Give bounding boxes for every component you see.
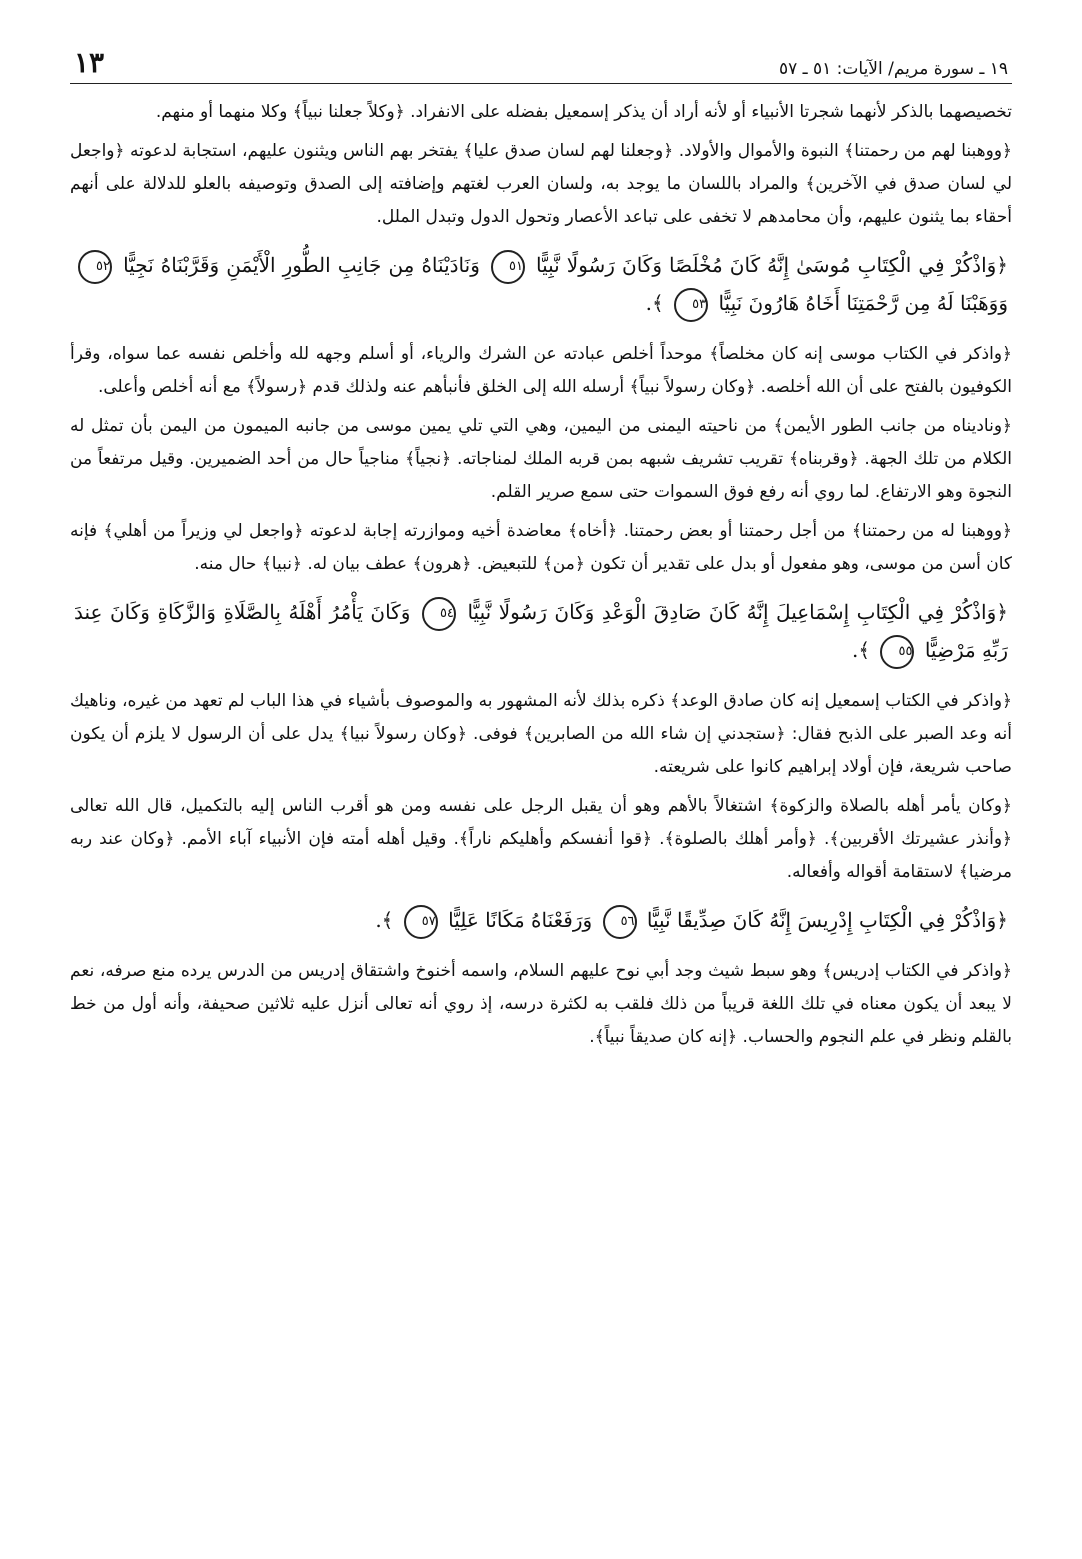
verse-text: ﴿وَاذْكُرْ فِي الْكِتَابِ إِسْمَاعِيلَ إِنَّهُ كَانَ صَادِقَ الْوَعْدِ وَكَانَ رَسُولًا نَّبِيًّا — [467, 600, 1008, 624]
quran-verse-block — [70, 593, 1012, 669]
commentary-paragraph: ﴿واذكر في الكتاب إدريس﴾ وهو سبط شيث وجد أبي نوح عليهم السلام، واسمه أخنوخ واشتقاق إدريس من الدرس يرده منع صرفه، نعم لا يبعد أن يكون معناه في تلك اللغة قريباً من ذلك فلقب به لكثرة درسه، إذ روي أنه تعالى أنزل عليه ثلاثين صحيفة، وأنه أول من خط بالقلم ونظر في علم النجوم والحساب. ﴿إنه كان صديقاً نبياً﴾. — [70, 961, 1012, 1047]
commentary-paragraph: تخصيصهما بالذكر لأنهما شجرتا الأنبياء أو لأنه أراد أن يذكر إسمعيل بفضله على الانفراد. ﴿وكلاً جعلنا نبياً﴾ وكلا منهما أو منهم. — [155, 102, 1012, 122]
verse-text: ﴿وَاذْكُرْ فِي الْكِتَابِ مُوسَىٰ إِنَّهُ كَانَ مُخْلَصًا وَكَانَ رَسُولًا نَّبِيًّا — [536, 253, 1009, 277]
page-number: ١٣ — [74, 46, 105, 79]
page — [70, 40, 1012, 1060]
ayah-number-marker: ٥٤ — [422, 597, 456, 631]
ayah-number-marker: ٥٧ — [404, 905, 438, 939]
commentary-paragraph: ﴿ووهبنا لهم من رحمتنا﴾ النبوة والأموال والأولاد. ﴿وجعلنا لهم لسان صدق عليا﴾ يفتخر بهم الناس ويثنون عليهم، استجابة لدعوته ﴿واجعل لي لسان صدق في الآخرين﴾ والمراد باللسان ما يوجد به، ولسان العرب لغتهم وإضافته إلى الصدق وتوصيفه بالعلو للدلالة على أنهم أحقاء بما يثنون عليهم، وأن محامدهم لا تخفى على تباعد الأعصار وتحول الدول وتبدل الملل. — [70, 141, 1012, 227]
ayah-number-marker: ٥١ — [491, 250, 525, 284]
ayah-number-marker: ٥٢ — [78, 250, 112, 284]
page-content — [70, 96, 1012, 1054]
commentary-paragraph: ﴿واذكر في الكتاب موسى إنه كان مخلصاً﴾ موحداً أخلص عبادته عن الشرك والرياء، أو أسلم وجهه لله وأخلص نفسه عما سواه، وقرأ الكوفيون بالفتح على أن الله أخلصه. ﴿وكان رسولاً نبياً﴾ أرسله الله إلى الخلق فأنبأهم عنه ولذلك قدم ﴿رسولاً﴾ مع أنه أخلص وأعلى. — [70, 344, 1012, 397]
verse-text: وَرَفَعْنَاهُ مَكَانًا عَلِيًّا — [448, 908, 593, 932]
verse-text: ﴿وَاذْكُرْ فِي الْكِتَابِ إِدْرِيسَ إِنَّهُ كَانَ صِدِّيقًا نَّبِيًّا — [646, 908, 1008, 932]
commentary-paragraph: ﴿واذكر في الكتاب إسمعيل إنه كان صادق الوعد﴾ ذكره بذلك لأنه المشهور به والموصوف بأشياء في هذا الباب لم تعهد من غيره، وناهيك أنه وعد الصبر على الذبح فقال: ﴿ستجدني إن شاء الله من الصابرين﴾ فوفى. ﴿وكان رسولاً نبيا﴾ يدل على أن الرسول لا يلزم أن يكون صاحب شريعة، فإن أولاد إبراهيم كانوا على شريعته. — [70, 691, 1012, 777]
ayah-number-marker: ٥٦ — [603, 905, 637, 939]
quran-verse-block — [70, 901, 1012, 939]
running-head: ١٩ ـ سورة مريم/ الآيات: ٥١ ـ ٥٧ — [778, 59, 1008, 79]
verse-text: وَكَانَ يَأْمُرُ أَهْلَهُ بِالصَّلَاةِ وَالزَّكَاةِ وَكَانَ عِندَ رَبِّهِ مَرْضِيًّا — [74, 600, 1008, 662]
commentary-paragraph: ﴿ووهبنا له من رحمتنا﴾ من أجل رحمتنا أو بعض رحمتنا. ﴿أخاه﴾ معاضدة أخيه وموازرته إجابة لدعوته ﴿واجعل لي وزيراً من أهلي﴾ فإنه كان أسن من موسى، وهو مفعول أو بدل على تقدير أن تكون ﴿من﴾ للتبعيض. ﴿هرون﴾ عطف بيان له. ﴿نبيا﴾ حال منه. — [70, 521, 1012, 574]
page-header — [70, 40, 1012, 84]
commentary-paragraph: ﴿وكان يأمر أهله بالصلاة والزكوة﴾ اشتغالاً بالأهم وهو أن يقبل الرجل على نفسه ومن هو أقرب الناس إليه بالتكميل، قال الله تعالى ﴿وأنذر عشيرتك الأقربين﴾. ﴿وأمر أهلك بالصلوة﴾. ﴿قوا أنفسكم وأهليكم ناراً﴾. وقيل أهله أمته فإن الأنبياء آباء الأمم. ﴿وكان عند ربه مرضيا﴾ لاستقامة أقواله وأفعاله. — [70, 796, 1012, 882]
ayah-number-marker: ٥٥ — [880, 635, 914, 669]
ayah-number-marker: ٥٣ — [674, 288, 708, 322]
commentary-paragraph: ﴿وناديناه من جانب الطور الأيمن﴾ من ناحيته اليمنى من اليمين، وهي التي تلي يمين موسى من جانبه الميمون من اليمن بأن تمثل له الكلام من تلك الجهة. ﴿وقربناه﴾ تقريب تشريف شبهه بمن قربه الملك لمناجاته. ﴿نجياً﴾ مناجياً حال من أحد الضميرين. وقيل مرتفعاً من النجوة وهو الارتفاع. لما روي أنه رفع فوق السموات حتى سمع صرير القلم. — [70, 416, 1012, 502]
quran-verse-block — [70, 246, 1012, 322]
verse-text: وَنَادَيْنَاهُ مِن جَانِبِ الطُّورِ الْأَيْمَنِ وَقَرَّبْنَاهُ نَجِيًّا — [123, 253, 480, 277]
verse-end: ﴾. — [852, 638, 871, 662]
verse-end: ﴾. — [645, 291, 664, 315]
verse-end: ﴾. — [375, 908, 394, 932]
verse-text: وَوَهَبْنَا لَهُ مِن رَّحْمَتِنَا أَخَاهُ هَارُونَ نَبِيًّا — [718, 291, 1008, 315]
